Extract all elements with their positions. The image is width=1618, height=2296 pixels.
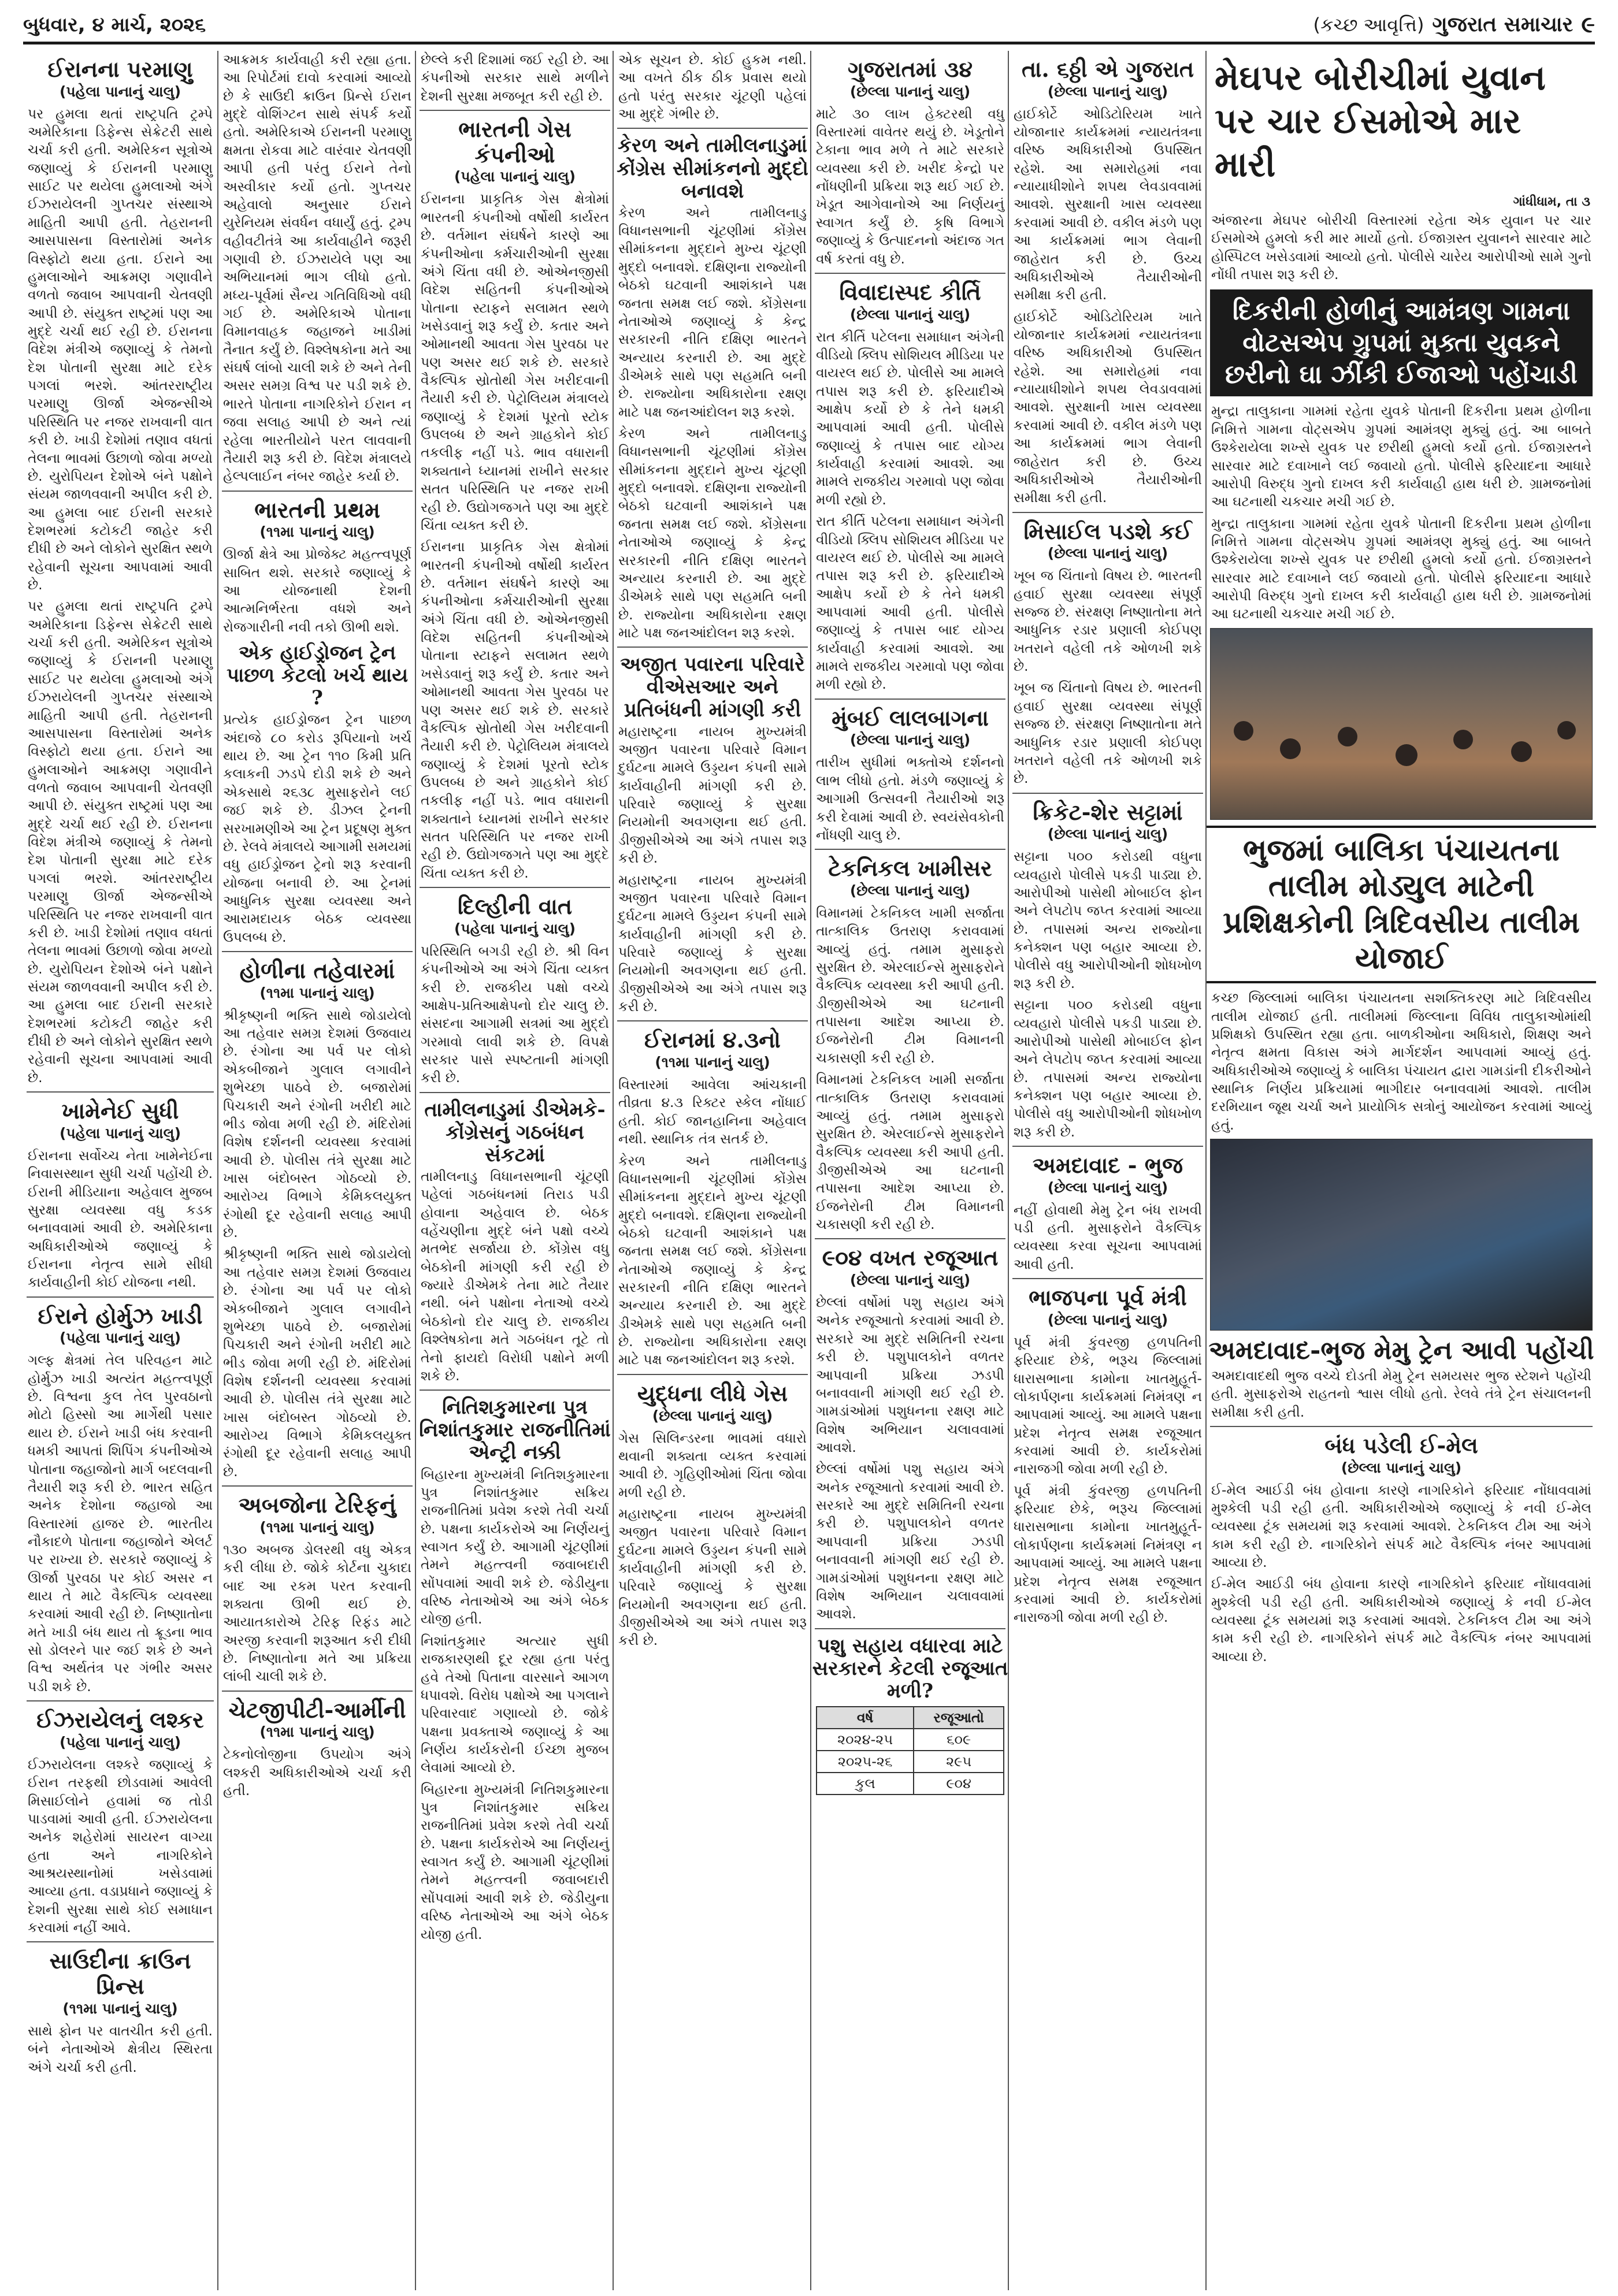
continued-label: (છેલ્લા પાનાનું ચાલુ) <box>1047 826 1168 843</box>
issue-date: બુધવાર, ૪ માર્ચ, ૨૦૨૬ <box>23 13 206 36</box>
article-heading: ઈઝરાયેલનું લશ્કર <box>36 1707 204 1733</box>
box-headline: દિકરીની હોળીનું આમંત્રણ ગામના વોટસએપ ગ્રુપમાં મુક્તા યુવકને છરીનો ઘા ઝીંકી ઈજાઓ પહોંચાડી <box>1210 289 1593 396</box>
divider <box>222 1691 413 1692</box>
table-cell: ૨૯૫ <box>914 1751 1004 1773</box>
continued-label: (છેલ્લા પાનાનું ચાલુ) <box>849 306 971 323</box>
article-body: ગલ્ફ ક્ષેત્રમાં તેલ પરિવહન માટે હોર્મુઝ ખાડી અત્યંત મહત્ત્વપૂર્ણ છે. વિશ્વના કુલ તેલ પુરવઠાનો મોટો હિસ્સો આ માર્ગેથી પસાર થાય છે. ઈરાને ખાડી બંધ કરવાની ધમકી આપતાં શિપિંગ કંપનીઓએ પોતાના જહાજોનો માર્ગ બદલવાની તૈયારી શરૂ કરી છે. ભારત સહિત અનેક દેશોના જહાજો આ વિસ્તારમાં હાજર છે. ભારતીય નૌકાદળે પોતાના જહાજોને એલર્ટ પર રાખ્યા છે. સરકારે જણાવ્યું કે ઊર્જા પુરવઠા પર કોઈ અસર ન થાય તે માટે વૈકલ્પિક વ્યવસ્થા કરવામાં આવી રહી છે. નિષ્ણાતોના મતે ખાડી બંધ થાય તો ક્રૂડના ભાવ સો ડોલરને પાર જઈ શકે છે અને વિશ્વ અર્થતંત્ર પર ગંભીર અસર પડી શકે છે. <box>28 1352 213 1695</box>
continued-label: (છેલ્લા પાનાનું ચાલુ) <box>1047 1179 1168 1196</box>
article-body: કેરળ અને તામીલનાડુ વિધાનસભાની ચૂંટણીમાં કોંગ્રેસ સીમાંકનના મુદ્દાને મુખ્ય ચૂંટણી મુદ્દો બનાવશે. દક્ષિણના રાજ્યોની બેઠકો ઘટવાની આશંકાને પક્ષ જનતા સમક્ષ લઈ જશે. કોંગ્રેસના નેતાઓએ જણાવ્યું કે કેન્દ્ર સરકારની નીતિ દક્ષિણ ભારતને અન્યાય કરનારી છે. આ મુદ્દે ડીએમકે સાથે પણ સહમતિ બની છે. રાજ્યોના અધિકારોના રક્ષણ માટે પક્ષ જનઆંદોલન શરૂ કરશે. <box>618 204 807 420</box>
article-body: તારીખ સુધીમાં ભક્તોએ દર્શનનો લાભ લીધો હતો. મંડળે જણાવ્યું કે આગામી ઉત્સવની તૈયારીઓ શરૂ કરી દેવામાં આવી છે. સ્વયંસેવકોની નોંધણી ચાલુ છે. <box>816 754 1004 843</box>
article-body: કચ્છ જિલ્લામાં બાલિકા પંચાયતના સશક્તિકરણ માટે ત્રિદિવસીય તાલીમ યોજાઈ હતી. તાલીમમાં જિલ્લાના વિવિધ તાલુકાઓમાંથી પ્રશિક્ષકો ઉપસ્થિત રહ્યા હતા. બાળકીઓના અધિકારો, શિક્ષણ અને નેતૃત્વ ક્ષમતા વિકાસ અંગે માર્ગદર્શન આપવામાં આવ્યું હતું. અધિકારીઓએ જણાવ્યું કે બાલિકા પંચાયત દ્વારા ગામડાંની દીકરીઓને સ્થાનિક નિર્ણય પ્રક્રિયામાં ભાગીદાર બનાવવામાં આવશે. તાલીમ દરમિયાન જૂથ ચર્ચા અને પ્રાયોગિક સત્રોનું આયોજન કરવામાં આવ્યું હતું. <box>1211 990 1591 1133</box>
petition-table <box>816 1706 1004 1795</box>
article-body: કેરળ અને તામીલનાડુ વિધાનસભાની ચૂંટણીમાં કોંગ્રેસ સીમાંકનના મુદ્દાને મુખ્ય ચૂંટણી મુદ્દો બનાવશે. દક્ષિણના રાજ્યોની બેઠકો ઘટવાની આશંકાને પક્ષ જનતા સમક્ષ લઈ જશે. કોંગ્રેસના નેતાઓએ જણાવ્યું કે કેન્દ્ર સરકારની નીતિ દક્ષિણ ભારતને અન્યાય કરનારી છે. આ મુદ્દે ડીએમકે સાથે પણ સહમતિ બની છે. રાજ્યોના અધિકારોના રક્ષણ માટે પક્ષ જનઆંદોલન શરૂ કરશે. <box>618 425 807 641</box>
divider <box>617 128 808 129</box>
article-heading: અમદાવાદ - ભુજ <box>1032 1152 1183 1179</box>
continued-label: (છેલ્લા પાનાનું ચાલુ) <box>849 1272 971 1289</box>
divider <box>815 1238 1005 1239</box>
continued-label: (પહેલા પાનાનું ચાલુ) <box>454 168 576 185</box>
article-body: હાઈકોર્ટે ઓડિટોરિયમ ખાતે યોજાનાર કાર્યક્રમમાં ન્યાયતંત્રના વરિષ્ઠ અધિકારીઓ ઉપસ્થિત રહેશે. આ સમારોહમાં નવા ન્યાયાધીશોને શપથ લેવડાવવામાં આવશે. સુરક્ષાની ખાસ વ્યવસ્થા કરવામાં આવી છે. વકીલ મંડળે પણ આ કાર્યક્રમમાં ભાગ લેવાની જાહેરાત કરી છે. ઉચ્ચ અધિકારીઓએ તૈયારીઓની સમીક્ષા કરી હતી. <box>1014 105 1202 303</box>
article-body: હાઈકોર્ટે ઓડિટોરિયમ ખાતે યોજાનાર કાર્યક્રમમાં ન્યાયતંત્રના વરિષ્ઠ અધિકારીઓ ઉપસ્થિત રહેશે. આ સમારોહમાં નવા ન્યાયાધીશોને શપથ લેવડાવવામાં આવશે. સુરક્ષાની ખાસ વ્યવસ્થા કરવામાં આવી છે. વકીલ મંડળે પણ આ કાર્યક્રમમાં ભાગ લેવાની જાહેરાત કરી છે. ઉચ્ચ અધિકારીઓએ તૈયારીઓની સમીક્ષા કરી હતી. <box>1014 308 1202 506</box>
article-heading: હોળીના તહેવારમાં <box>239 957 395 984</box>
continued-label: (છેલ્લા પાનાનું ચાલુ) <box>849 83 971 100</box>
article-heading: કેરળ અને તામીલનાડુમાં કોંગ્રેસ સીમાંકનનો મુદ્દો બનાવશે <box>617 134 808 203</box>
photo-detail <box>1557 721 1576 740</box>
table-row <box>817 1751 1004 1773</box>
article-body: ખૂબ જ ચિંતાનો વિષય છે. ભારતની હવાઈ સુરક્ષા વ્યવસ્થા સંપૂર્ણ સજ્જ છે. સંરક્ષણ નિષ્ણાતોના મતે આધુનિક રડાર પ્રણાલી કોઈપણ ખતરાને વહેલી તકે ઓળખી શકે છે. <box>1014 679 1202 787</box>
article-body: પૂર્વ મંત્રી કુંવરજી હળપતિની ફરિયાદ છેકે, ભરૂચ જિલ્લામાં ધારાસભાના કામોના ખાતમુહૂર્ત-લોકાર્પણના કાર્યક્રમમાં નિમંત્રણ ન આપવામાં આવ્યું. આ મામલે પક્ષના પ્રદેશ નેતૃત્વ સમક્ષ રજૂઆત કરવામાં આવી છે. કાર્યકરોમાં નારાજગી જોવા મળી રહી છે. <box>1014 1333 1202 1477</box>
divider <box>420 887 610 888</box>
table-heading: પશુ સહાય વધારવા માટે સરકારને કેટલી રજૂઆત મળી? <box>812 1634 1008 1703</box>
article-heading: ઈરાને હોર્મુઝ ખાડી <box>38 1302 203 1329</box>
column-2 <box>217 51 416 2290</box>
lead-headline: મેઘપર બોરીચીમાં યુવાન પર ચાર ઈસમોએ માર મારી <box>1215 58 1546 185</box>
article-body: કેરળ અને તામીલનાડુ વિધાનસભાની ચૂંટણીમાં કોંગ્રેસ સીમાંકનના મુદ્દાને મુખ્ય ચૂંટણી મુદ્દો બનાવશે. દક્ષિણના રાજ્યોની બેઠકો ઘટવાની આશંકાને પક્ષ જનતા સમક્ષ લઈ જશે. કોંગ્રેસના નેતાઓએ જણાવ્યું કે કેન્દ્ર સરકારની નીતિ દક્ષિણ ભારતને અન્યાય કરનારી છે. આ મુદ્દે ડીએમકે સાથે પણ સહમતિ બની છે. રાજ્યોના અધિકારોના રક્ષણ માટે પક્ષ જનઆંદોલન શરૂ કરશે. <box>618 1152 807 1368</box>
article-body: આક્રમક કાર્યવાહી કરી રહ્યા હતા. આ રિપોર્ટમાં દાવો કરવામાં આવ્યો છે કે સાઉદી ક્રાઉન પ્રિન્સે ઈરાન મુદ્દે વોશિંગ્ટન સાથે સંપર્ક કર્યો હતો. અમેરિકાએ ઈરાનની પરમાણુ ક્ષમતા રોકવા માટે વારંવાર ચેતવણી આપી હતી પરંતુ ઈરાને તેનો અસ્વીકાર કર્યો હતો. ગુપ્તચર અહેવાલો અનુસાર ઈરાને યુરેનિયમ સંવર્ધન વધાર્યું હતું. ટ્રમ્પ વહીવટીતંત્રે આ કાર્યવાહીને જરૂરી ગણાવી છે. ઈઝરાયેલે પણ આ અભિયાનમાં ભાગ લીધો હતો. મધ્ય-પૂર્વમાં સૈન્ય ગતિવિધિઓ વધી ગઈ છે. અમેરિકાએ પોતાના વિમાનવાહક જહાજને ખાડીમાં તૈનાત કર્યું છે. વિશ્લેષકોના મતે આ સંઘર્ષ લાંબો ચાલી શકે છે અને તેની અસર સમગ્ર વિશ્વ પર પડી શકે છે. ભારતે પોતાના નાગરિકોને ઈરાન ન જવા સલાહ આપી છે અને ત્યાં રહેલા ભારતીયોને પરત લાવવાની તૈયારી શરૂ કરી છે. વિદેશ મંત્રાલયે હેલ્પલાઈન નંબર જાહેર કર્યા છે. <box>223 51 411 485</box>
article-heading: ટેકનિકલ ખામીસર <box>828 855 992 882</box>
article-body: છેલ્લાં વર્ષોમાં પશુ સહાય અંગે અનેક રજૂઆતો કરવામાં આવી છે. સરકારે આ મુદ્દે સમિતિની રચના કરી છે. પશુપાલકોને વળતર આપવાની પ્રક્રિયા ઝડપી બનાવવાની માંગણી થઈ રહી છે. ગામડાંઓમાં પશુધનના રક્ષણ માટે વિશેષ અભિયાન ચલાવવામાં આવશે. <box>816 1461 1004 1622</box>
article-body: રાત કીર્તિ પટેલના સમાધાન અંગેની વીડિયો ક્લિપ સોશિયલ મીડિયા પર વાયરલ થઈ છે. પોલીસે આ મામલે તપાસ શરૂ કરી છે. ફરિયાદીએ આક્ષેપ કર્યો છે કે તેને ધમકી આપવામાં આવી હતી. પોલીસે જણાવ્યું કે તપાસ બાદ યોગ્ય કાર્યવાહી કરવામાં આવશે. આ મામલે રાજકીય ગરમાવો પણ જોવા મળી રહ્યો છે. <box>816 513 1004 693</box>
article-body: ૧૩૦ અબજ ડોલરથી વધુ એકત્ર કરી લીધા છે. જોકે કોર્ટના ચુકાદા બાદ આ રકમ પરત કરવાની શક્યતા ઊભી થઈ છે. આયાતકારોએ ટેરિફ રિફંડ માટે અરજી કરવાની શરૂઆત કરી દીધી છે. નિષ્ણાતોના મતે આ પ્રક્રિયા લાંબી ચાલી શકે છે. <box>223 1541 411 1685</box>
article-heading: અબજોના ટેરિફનું <box>238 1492 396 1518</box>
article-heading: દિલ્હીની વાત <box>457 893 573 920</box>
paper-name: ગુજરાત સમાચાર <box>1432 13 1574 36</box>
article-body: ઊર્જા ક્ષેત્રે આ પ્રોજેક્ટ મહત્ત્વપૂર્ણ સાબિત થશે. સરકારે જણાવ્યું કે આ યોજનાથી દેશની આત્મનિર્ભરતા વધશે અને રોજગારીની નવી તકો ઊભી થશે. <box>223 546 411 635</box>
divider <box>222 951 413 952</box>
article-body: ખૂબ જ ચિંતાનો વિષય છે. ભારતની હવાઈ સુરક્ષા વ્યવસ્થા સંપૂર્ણ સજ્જ છે. સંરક્ષણ નિષ્ણાતોના મતે આધુનિક રડાર પ્રણાલી કોઈપણ ખતરાને વહેલી તકે ઓળખી શકે છે. <box>1014 567 1202 675</box>
article-heading: ભાજપના પૂર્વ મંત્રી <box>1029 1284 1187 1311</box>
article-heading: ૯૦૪ વખત રજૂઆત <box>822 1244 999 1271</box>
column-7 <box>1205 51 1596 2290</box>
continued-label: (૧૧મા પાનાનું ચાલુ) <box>655 1054 770 1071</box>
page-number: ૯ <box>1581 12 1595 38</box>
article-heading: મુંબઈ લાલબાગના <box>832 704 989 731</box>
continued-label: (૧૧મા પાનાનું ચાલુ) <box>259 984 375 1001</box>
article-body: ટેકનોલોજીના ઉપયોગ અંગે લશ્કરી અધિકારીઓએ ચર્ચા કરી હતી. <box>223 1746 411 1799</box>
divider <box>27 1091 214 1093</box>
article-body: ઈરાનના સર્વોચ્ચ નેતા ખામેનેઈના નિવાસસ્થાન સુધી ચર્ચા પહોંચી છે. ઈરાની મીડિયાના અહેવાલ મુજબ સુરક્ષા વ્યવસ્થા વધુ કડક બનાવવામાં આવી છે. અમેરિકાના અધિકારીઓએ જણાવ્યું કે ઈરાનના નેતૃત્વ સામે સીધી કાર્યવાહીની કોઈ યોજના નથી. <box>28 1147 213 1291</box>
article-body: પર હુમલા થતાં રાષ્ટ્રપતિ ટ્રમ્પે અમેરિકાના ડિફેન્સ સેક્રેટરી સાથે ચર્ચા કરી હતી. અમેરિકન સૂત્રોએ જણાવ્યું કે ઈરાનની પરમાણુ સાઈટ પર થયેલા હુમલાઓ અંગે ઈઝરાયેલની ગુપ્તચર સંસ્થાએ માહિતી આપી હતી. તેહરાનની આસપાસના વિસ્તારોમાં અનેક વિસ્ફોટો થયા હતા. ઈરાને આ હુમલાઓને આક્રમણ ગણાવીને વળતો જવાબ આપવાની ચેતવણી આપી છે. સંયુક્ત રાષ્ટ્રમાં પણ આ મુદ્દે ચર્ચા થઈ રહી છે. ઈરાનના વિદેશ મંત્રીએ જણાવ્યું કે તેમનો દેશ પોતાની સુરક્ષા માટે દરેક પગલાં ભરશે. આંતરરાષ્ટ્રીય પરમાણુ ઊર્જા એજન્સીએ પરિસ્થિતિ પર નજર રાખવાની વાત કરી છે. ખાડી દેશોમાં તણાવ વધતાં તેલના ભાવમાં ઉછાળો જોવા મળ્યો છે. યુરોપિયન દેશોએ બંને પક્ષોને સંયમ જાળવવાની અપીલ કરી છે. આ હુમલા બાદ ઈરાની સરકારે દેશભરમાં કટોકટી જાહેર કરી દીધી છે અને લોકોને સુરક્ષિત સ્થળે રહેવાની સૂચના આપવામાં આવી છે. <box>28 105 213 593</box>
divider <box>222 1485 413 1487</box>
article-heading: ભારતની ગેસ કંપનીઓ <box>458 116 572 168</box>
continued-label: (છેલ્લા પાનાનું ચાલુ) <box>652 1407 773 1424</box>
article-body: બિહારના મુખ્યમંત્રી નિતિશકુમારના પુત્ર નિશાંતકુમાર સક્રિય રાજનીતિમાં પ્રવેશ કરશે તેવી ચર્ચા છે. પક્ષના કાર્યકરોએ આ નિર્ણયનું સ્વાગત કર્યું છે. આગામી ચૂંટણીમાં તેમને મહત્ત્વની જવાબદારી સોંપવામાં આવી શકે છે. જેડીયુના વરિષ્ઠ નેતાઓએ આ અંગે બેઠક યોજી હતી. <box>421 1781 609 1942</box>
article-heading: ક્રિકેટ-શેર સટ્ટામાં <box>1033 798 1183 825</box>
divider <box>27 1941 214 1942</box>
article-body: અમદાવાદથી ભુજ વચ્ચે દોડતી મેમુ ટ્રેન સમયસર ભુજ સ્ટેશને પહોંચી હતી. મુસાફરોએ રાહતનો શ્વાસ લીધો હતો. રેલવે તંત્રે ટ્રેન સંચાલનની સમીક્ષા કરી હતી. <box>1211 1367 1591 1420</box>
article-body: ગેસ સિલિન્ડરના ભાવમાં વધારો થવાની શક્યતા વ્યક્ત કરવામાં આવી છે. ગૃહિણીઓમાં ચિંતા જોવા મળી રહી છે. <box>618 1429 807 1500</box>
divider <box>420 1092 610 1093</box>
training-photo <box>1210 628 1593 820</box>
continued-label: (પહેલા પાનાનું ચાલુ) <box>59 1124 181 1142</box>
masthead <box>1313 12 1595 38</box>
divider <box>815 699 1005 700</box>
continued-label: (છેલ્લા પાનાનું ચાલુ) <box>849 731 971 749</box>
train-photo <box>1210 1139 1593 1331</box>
article-body: મુન્દ્રા તાલુકાના ગામમાં રહેતા યુવકે પોતાની દિકરીના પ્રથમ હોળીના નિમિત્તે ગામના વોટ્સએપ ગ્રુપમાં આમંત્રણ મુક્યું હતું. આ બાબતે ઉશ્કેરાયેલા શખ્સે યુવક પર છરીથી હુમલો કર્યો હતો. ઈજાગ્રસ્તને સારવાર માટે દવાખાને લઈ જવાયો હતો. પોલીસે ફરિયાદના આધારે આરોપી વિરુદ્ધ ગુનો દાખલ કરી કાર્યવાહી હાથ ધરી છે. ગ્રામજનોમાં આ ઘટનાથી ચકચાર મચી ગઈ છે. <box>1211 515 1591 622</box>
table-header-row <box>817 1707 1004 1729</box>
article-body: અંજારના મેઘપર બોરીચી વિસ્તારમાં રહેતા એક યુવાન પર ચાર ઈસમોએ હુમલો કરી માર માર્યો હતો. ઈજાગ્રસ્ત યુવાનને સારવાર માટે હોસ્પિટલ ખસેડવામાં આવ્યો હતો. પોલીસે ચારેય આરોપીઓ સામે ગુનો નોંધી તપાસ શરૂ કરી છે. <box>1211 212 1591 283</box>
continued-label: (છેલ્લા પાનાનું ચાલુ) <box>1047 83 1168 100</box>
column-6 <box>1008 51 1207 2290</box>
divider <box>617 1374 808 1375</box>
table-cell: કુલ <box>817 1773 914 1795</box>
table-cell: ૨૦૨૫-૨૬ <box>817 1751 914 1773</box>
table-row <box>817 1773 1004 1795</box>
continued-label: (પહેલા પાનાનું ચાલુ) <box>59 83 181 100</box>
photo-detail <box>1234 721 1253 741</box>
article-heading: ચેટજીપીટી-આર્મીની <box>228 1696 406 1723</box>
article-body: ઈ-મેલ આઈડી બંધ હોવાના કારણે નાગરિકોને ફરિયાદ નોંધાવવામાં મુશ્કેલી પડી રહી હતી. અધિકારીઓએ જણાવ્યું કે નવી ઈ-મેલ વ્યવસ્થા ટૂંક સમયમાં શરૂ કરવામાં આવશે. ટેકનિકલ ટીમ આ અંગે કામ કરી રહી છે. નાગરિકોને સંપર્ક માટે વૈકલ્પિક નંબર આપવામાં આવ્યા છે. <box>1211 1481 1591 1570</box>
article-body: સટ્ટાના ૫૦૦ કરોડથી વધુના વ્યવહારો પોલીસે પકડી પાડ્યા છે. આરોપીઓ પાસેથી મોબાઈલ ફોન અને લેપટોપ જપ્ત કરવામાં આવ્યા છે. તપાસમાં અન્ય રાજ્યોના કનેક્શન પણ બહાર આવ્યા છે. પોલીસે વધુ આરોપીઓની શોધખોળ શરૂ કરી છે. <box>1014 848 1202 991</box>
table-header: વર્ષ <box>817 1707 914 1729</box>
article-body: માટે ૩૦ લાખ હેક્ટરથી વધુ વિસ્તારમાં વાવેતર થયું છે. ખેડૂતોને ટેકાના ભાવ મળે તે માટે સરકારે વ્યવસ્થા કરી છે. ખરીદ કેન્દ્રો પર નોંધણીની પ્રક્રિયા શરૂ થઈ ગઈ છે. ખેડૂત આગેવાનોએ આ નિર્ણયનું સ્વાગત કર્યું છે. કૃષિ વિભાગે જણાવ્યું કે ઉત્પાદનનો અંદાજ ગત વર્ષ કરતાં વધુ છે. <box>816 105 1004 267</box>
photo-detail <box>1280 738 1301 759</box>
article-heading: ઈરાનમાં ૪.૩નો <box>644 1027 781 1053</box>
divider <box>1012 793 1203 794</box>
divider <box>1210 1426 1593 1427</box>
divider <box>27 1700 214 1701</box>
continued-label: (૧૧મા પાનાનું ચાલુ) <box>259 523 375 541</box>
article-heading: અજીત પવારના પરિવારે વીએસઆર અને પ્રતિબંધની માંગણી કરી <box>620 653 805 722</box>
continued-label: (છેલ્લા પાનાનું ચાલુ) <box>849 882 971 899</box>
photo-detail <box>1511 741 1532 762</box>
column-5 <box>810 51 1009 2290</box>
article-body: મહારાષ્ટ્રના નાયબ મુખ્યમંત્રી અજીત પવારના પરિવારે વિમાન દુર્ઘટના મામલે ઉડ્ડયન કંપની સામે કાર્યવાહીની માંગણી કરી છે. પરિવારે જણાવ્યું કે સુરક્ષા નિયમોની અવગણના થઈ હતી. ડીજીસીએએ આ અંગે તપાસ શરૂ કરી છે. <box>618 1505 807 1649</box>
dateline: ગાંધીધામ, તા ૩ <box>1513 195 1590 209</box>
table-header: રજૂઆતો <box>914 1707 1004 1729</box>
continued-label: (૧૧મા પાનાનું ચાલુ) <box>259 1518 375 1536</box>
divider <box>420 1390 610 1391</box>
article-body: મુન્દ્રા તાલુકાના ગામમાં રહેતા યુવકે પોતાની દિકરીના પ્રથમ હોળીના નિમિત્તે ગામના વોટ્સએપ ગ્રુપમાં આમંત્રણ મુક્યું હતું. આ બાબતે ઉશ્કેરાયેલા શખ્સે યુવક પર છરીથી હુમલો કર્યો હતો. ઈજાગ્રસ્તને સારવાર માટે દવાખાને લઈ જવાયો હતો. પોલીસે ફરિયાદના આધારે આરોપી વિરુદ્ધ ગુનો દાખલ કરી કાર્યવાહી હાથ ધરી છે. ગ્રામજનોમાં આ ઘટનાથી ચકચાર મચી ગઈ છે. <box>1211 403 1591 510</box>
photo-detail <box>1453 730 1473 749</box>
article-body: છેલ્લે કરી દિશામાં જઈ રહી છે. આ કંપનીઓ સરકાર સાથે મળીને દેશની સુરક્ષા મજબૂત કરી રહી છે. <box>421 51 609 104</box>
divider <box>420 110 610 111</box>
article-heading: સાઉદીના ક્રાઉન પ્રિન્સ <box>49 1948 191 2000</box>
article-body: ઈરાનના પ્રાકૃતિક ગેસ ક્ષેત્રોમાં ભારતની કંપનીઓ વર્ષોથી કાર્યરત છે. વર્તમાન સંઘર્ષને કારણે આ કંપનીઓના કર્મચારીઓની સુરક્ષા અંગે ચિંતા વધી છે. ઓએનજીસી વિદેશ સહિતની કંપનીઓએ પોતાના સ્ટાફને સલામત સ્થળે ખસેડવાનું શરૂ કર્યું છે. કતાર અને ઓમાનથી આવતા ગેસ પુરવઠા પર પણ અસર થઈ શકે છે. સરકારે વૈકલ્પિક સ્રોતોથી ગેસ ખરીદવાની તૈયારી કરી છે. પેટ્રોલિયમ મંત્રાલયે જણાવ્યું કે દેશમાં પૂરતો સ્ટોક ઉપલબ્ધ છે અને ગ્રાહકોને કોઈ તકલીફ નહીં પડે. ભાવ વધારાની શક્યતાને ધ્યાનમાં રાખીને સરકાર સતત પરિસ્થિતિ પર નજર રાખી રહી છે. ઉદ્યોગજગતે પણ આ મુદ્દે ચિંતા વ્યક્ત કરી છે. <box>421 538 609 881</box>
article-body: ઈઝરાયેલના લશ્કરે જણાવ્યું કે ઈરાન તરફથી છોડવામાં આવેલી મિસાઈલોને હવામાં જ તોડી પાડવામાં આવી હતી. ઈઝરાયેલના અનેક શહેરોમાં સાયરન વાગ્યા હતા અને નાગરિકોને આશ્રયસ્થાનોમાં ખસેડવામાં આવ્યા હતા. વડાપ્રધાને જણાવ્યું કે દેશની સુરક્ષા સાથે કોઈ સમાધાન કરવામાં નહીં આવે. <box>28 1756 213 1936</box>
article-body: છેલ્લાં વર્ષોમાં પશુ સહાય અંગે અનેક રજૂઆતો કરવામાં આવી છે. સરકારે આ મુદ્દે સમિતિની રચના કરી છે. પશુપાલકોને વળતર આપવાની પ્રક્રિયા ઝડપી બનાવવાની માંગણી થઈ રહી છે. ગામડાંઓમાં પશુધનના રક્ષણ માટે વિશેષ અભિયાન ચલાવવામાં આવશે. <box>816 1294 1004 1455</box>
divider <box>1012 1146 1203 1147</box>
article-heading: તામીલનાડુમાં ડીએમકે-કોંગ્રેસનું ગઠબંધન સંકટમાં <box>424 1098 606 1166</box>
article-heading: તા. ૬ઠ્ઠી એ ગુજરાત <box>1021 56 1194 82</box>
continued-label: (પહેલા પાનાનું ચાલુ) <box>454 920 576 937</box>
article-body: વિસ્તારમાં આવેલા આંચકાની તીવ્રતા ૪.૩ રિક્ટર સ્કેલ નોંધાઈ હતી. કોઈ જાનહાનિના અહેવાલ નથી. સ્થાનિક તંત્ર સતર્ક છે. <box>618 1076 807 1147</box>
article-heading: વિવાદાસ્પદ કીર્તિ <box>839 278 981 305</box>
article-heading: ઈરાનના પરમાણુ <box>47 56 193 82</box>
article-heading: એક હાઈડ્રોજન ટ્રેન પાછળ કેટલો ખર્ચ થાય ? <box>226 641 409 710</box>
article-body: શ્રીકૃષ્ણની ભક્તિ સાથે જોડાયેલો આ તહેવાર સમગ્ર દેશમાં ઉજવાય છે. રંગોના આ પર્વ પર લોકો એકબીજાને ગુલાલ લગાવીને શુભેચ્છા પાઠવે છે. બજારોમાં પિચકારી અને રંગોની ખરીદી માટે ભીડ જોવા મળી રહી છે. મંદિરોમાં વિશેષ દર્શનની વ્યવસ્થા કરવામાં આવી છે. પોલીસ તંત્રે સુરક્ષા માટે ખાસ બંદોબસ્ત ગોઠવ્યો છે. આરોગ્ય વિભાગે કેમિકલયુક્ત રંગોથી દૂર રહેવાની સલાહ આપી છે. <box>223 1006 411 1241</box>
article-heading: નિતિશકુમારના પુત્ર નિશાંતકુમાર રાજનીતિમાં એન્ટ્રી નક્કી <box>419 1396 611 1465</box>
article-heading: ભારતની પ્રથમ <box>254 496 380 523</box>
divider <box>815 1628 1005 1629</box>
photo-detail <box>1338 727 1357 746</box>
article-heading: ગુજરાતમાં ૩૪ <box>847 56 973 82</box>
edition-label: (કચ્છ આવૃત્તિ) <box>1313 13 1424 36</box>
page-header <box>23 8 1595 44</box>
article-body: પરિસ્થિતિ બગડી રહી છે. શ્રી વિન કંપનીઓએ આ અંગે ચિંતા વ્યક્ત કરી છે. રાજકીય પક્ષો વચ્ચે આક્ષેપ-પ્રતિઆક્ષેપનો દોર ચાલુ છે. સંસદના આગામી સત્રમાં આ મુદ્દો ગરમાવો લાવી શકે છે. વિપક્ષે સરકાર પાસે સ્પષ્ટતાની માંગણી કરી છે. <box>421 942 609 1086</box>
article-body: એક સૂચન છે. કોઈ હુકમ નથી. આ વખતે ઠીક ઠીક પ્રવાસ થયો હતો પરંતુ સરકાર ચૂંટણી પહેલાં આ મુદ્દે ગંભીર છે. <box>618 51 807 122</box>
article-body: તામીલનાડુ વિધાનસભાની ચૂંટણી પહેલાં ગઠબંધનમાં તિરાડ પડી હોવાના અહેવાલ છે. બેઠક વહેંચણીના મુદ્દે બંને પક્ષો વચ્ચે મતભેદ સર્જાયા છે. કોંગ્રેસ વધુ બેઠકોની માંગણી કરી રહી છે જ્યારે ડીએમકે તેના માટે તૈયાર નથી. બંને પક્ષોના નેતાઓ વચ્ચે બેઠકોનો દોર ચાલુ છે. રાજકીય વિશ્લેષકોના મતે ગઠબંધન તૂટે તો તેનો ફાયદો વિરોધી પક્ષોને મળી શકે છે. <box>421 1168 609 1384</box>
article-body: પ્રત્યેક હાઈડ્રોજન ટ્રેન પાછળ અંદાજે ૮૦ કરોડ રૂપિયાનો ખર્ચ થાય છે. આ ટ્રેન ૧૧૦ કિમી પ્રતિ કલાકની ઝડપે દોડી શકે છે અને એકસાથે ૨૬૩૮ મુસાફરોને લઈ જઈ શકે છે. ડીઝલ ટ્રેનની સરખામણીએ આ ટ્રેન પ્રદૂષણ મુક્ત છે. રેલવે મંત્રાલયે આગામી સમયમાં વધુ હાઈડ્રોજન ટ્રેનો શરૂ કરવાની યોજના બનાવી છે. આ ટ્રેનમાં આધુનિક સુરક્ષા વ્યવસ્થા અને આરામદાયક બેઠક વ્યવસ્થા ઉપલબ્ધ છે. <box>223 711 411 945</box>
article-heading: ખામેનેઈ સુધી <box>61 1098 179 1124</box>
table-cell: ૨૦૨૪-૨૫ <box>817 1729 914 1751</box>
column-1 <box>23 51 217 2290</box>
divider <box>815 849 1005 850</box>
article-body: સાથે ફોન પર વાતચીત કરી હતી. બંને નેતાઓએ ક્ષેત્રીય સ્થિરતા અંગે ચર્ચા કરી હતી. <box>28 2022 213 2075</box>
continued-label: (છેલ્લા પાનાનું ચાલુ) <box>1047 545 1168 562</box>
divider <box>1012 512 1203 513</box>
article-body: પૂર્વ મંત્રી કુંવરજી હળપતિની ફરિયાદ છેકે, ભરૂચ જિલ્લામાં ધારાસભાના કામોના ખાતમુહૂર્ત-લોકાર્પણના કાર્યક્રમમાં નિમંત્રણ ન આપવામાં આવ્યું. આ મામલે પક્ષના પ્રદેશ નેતૃત્વ સમક્ષ રજૂઆત કરવામાં આવી છે. કાર્યકરોમાં નારાજગી જોવા મળી રહી છે. <box>1014 1482 1202 1626</box>
table-cell: ૬૦૯ <box>914 1729 1004 1751</box>
article-body: મહારાષ્ટ્રના નાયબ મુખ્યમંત્રી અજીત પવારના પરિવારે વિમાન દુર્ઘટના મામલે ઉડ્ડયન કંપની સામે કાર્યવાહીની માંગણી કરી છે. પરિવારે જણાવ્યું કે સુરક્ષા નિયમોની અવગણના થઈ હતી. ડીજીસીએએ આ અંગે તપાસ શરૂ કરી છે. <box>618 723 807 867</box>
table-row <box>817 1729 1004 1751</box>
article-heading: અમદાવાદ-ભુજ મેમુ ટ્રેન આવી પહોંચી <box>1208 1336 1594 1366</box>
column-4 <box>613 51 811 2290</box>
article-body: રાત કીર્તિ પટેલના સમાધાન અંગેની વીડિયો ક્લિપ સોશિયલ મીડિયા પર વાયરલ થઈ છે. પોલીસે આ મામલે તપાસ શરૂ કરી છે. ફરિયાદીએ આક્ષેપ કર્યો છે કે તેને ધમકી આપવામાં આવી હતી. પોલીસે જણાવ્યું કે તપાસ બાદ યોગ્ય કાર્યવાહી કરવામાં આવશે. આ મામલે રાજકીય ગરમાવો પણ જોવા મળી રહ્યો છે. <box>816 328 1004 508</box>
continued-label: (છેલ્લા પાનાનું ચાલુ) <box>1341 1459 1462 1476</box>
article-body: મહારાષ્ટ્રના નાયબ મુખ્યમંત્રી અજીત પવારના પરિવારે વિમાન દુર્ઘટના મામલે ઉડ્ડયન કંપની સામે કાર્યવાહીની માંગણી કરી છે. પરિવારે જણાવ્યું કે સુરક્ષા નિયમોની અવગણના થઈ હતી. ડીજીસીએએ આ અંગે તપાસ શરૂ કરી છે. <box>618 871 807 1015</box>
photo-detail <box>1396 744 1417 766</box>
continued-label: (૧૧મા પાનાનું ચાલુ) <box>62 2000 178 2017</box>
article-body: વિમાનમાં ટેકનિકલ ખામી સર્જાતા તાત્કાલિક ઉતરાણ કરાવવામાં આવ્યું હતું. તમામ મુસાફરો સુરક્ષિત છે. એરલાઈન્સે મુસાફરોને વૈકલ્પિક વ્યવસ્થા કરી આપી હતી. ડીજીસીએએ આ ઘટનાની તપાસના આદેશ આપ્યા છે. ઈજનેરોની ટીમ વિમાનની ચકાસણી કરી રહી છે. <box>816 1071 1004 1233</box>
article-body: ઈરાનના પ્રાકૃતિક ગેસ ક્ષેત્રોમાં ભારતની કંપનીઓ વર્ષોથી કાર્યરત છે. વર્તમાન સંઘર્ષને કારણે આ કંપનીઓના કર્મચારીઓની સુરક્ષા અંગે ચિંતા વધી છે. ઓએનજીસી વિદેશ સહિતની કંપનીઓએ પોતાના સ્ટાફને સલામત સ્થળે ખસેડવાનું શરૂ કર્યું છે. કતાર અને ઓમાનથી આવતા ગેસ પુરવઠા પર પણ અસર થઈ શકે છે. સરકારે વૈકલ્પિક સ્રોતોથી ગેસ ખરીદવાની તૈયારી કરી છે. પેટ્રોલિયમ મંત્રાલયે જણાવ્યું કે દેશમાં પૂરતો સ્ટોક ઉપલબ્ધ છે અને ગ્રાહકોને કોઈ તકલીફ નહીં પડે. ભાવ વધારાની શક્યતાને ધ્યાનમાં રાખીને સરકાર સતત પરિસ્થિતિ પર નજર રાખી રહી છે. ઉદ્યોગજગતે પણ આ મુદ્દે ચિંતા વ્યક્ત કરી છે. <box>421 191 609 533</box>
continued-label: (પહેલા પાનાનું ચાલુ) <box>59 1733 181 1751</box>
article-body: શ્રીકૃષ્ણની ભક્તિ સાથે જોડાયેલો આ તહેવાર સમગ્ર દેશમાં ઉજવાય છે. રંગોના આ પર્વ પર લોકો એકબીજાને ગુલાલ લગાવીને શુભેચ્છા પાઠવે છે. બજારોમાં પિચકારી અને રંગોની ખરીદી માટે ભીડ જોવા મળી રહી છે. મંદિરોમાં વિશેષ દર્શનની વ્યવસ્થા કરવામાં આવી છે. પોલીસ તંત્રે સુરક્ષા માટે ખાસ બંદોબસ્ત ગોઠવ્યો છે. આરોગ્ય વિભાગે કેમિકલયુક્ત રંગોથી દૂર રહેવાની સલાહ આપી છે. <box>223 1246 411 1480</box>
table-cell: ૯૦૪ <box>914 1773 1004 1795</box>
article-heading: બંધ પડેલી ઈ-મેલ <box>1324 1432 1478 1458</box>
article-body: સટ્ટાના ૫૦૦ કરોડથી વધુના વ્યવહારો પોલીસે પકડી પાડ્યા છે. આરોપીઓ પાસેથી મોબાઈલ ફોન અને લેપટોપ જપ્ત કરવામાં આવ્યા છે. તપાસમાં અન્ય રાજ્યોના કનેક્શન પણ બહાર આવ્યા છે. પોલીસે વધુ આરોપીઓની શોધખોળ શરૂ કરી છે. <box>1014 997 1202 1140</box>
divider <box>815 273 1005 274</box>
divider <box>27 1296 214 1298</box>
continued-label: (છેલ્લા પાનાનું ચાલુ) <box>1047 1311 1168 1328</box>
columns <box>23 51 1595 2290</box>
training-headline: ભુજમાં બાલિકા પંચાયતના તાલીમ મોડ્યુલ માટેની પ્રશિક્ષકોની ત્રિદિવસીય તાલીમ યોજાઈ <box>1207 826 1596 984</box>
article-heading: યુદ્ધના લીધે ગેસ <box>637 1380 788 1406</box>
column-3 <box>415 51 614 2290</box>
divider <box>1012 1278 1203 1279</box>
article-body: ઈ-મેલ આઈડી બંધ હોવાના કારણે નાગરિકોને ફરિયાદ નોંધાવવામાં મુશ્કેલી પડી રહી હતી. અધિકારીઓએ જણાવ્યું કે નવી ઈ-મેલ વ્યવસ્થા ટૂંક સમયમાં શરૂ કરવામાં આવશે. ટેકનિકલ ટીમ આ અંગે કામ કરી રહી છે. નાગરિકોને સંપર્ક માટે વૈકલ્પિક નંબર આપવામાં આવ્યા છે. <box>1211 1576 1591 1665</box>
continued-label: (૧૧મા પાનાનું ચાલુ) <box>259 1723 375 1741</box>
divider <box>617 1020 808 1021</box>
article-body: નિશાંતકુમાર અત્યાર સુધી રાજકારણથી દૂર રહ્યા હતા પરંતુ હવે તેઓ પિતાના વારસાને આગળ ધપાવશે. વિરોધ પક્ષોએ આ પગલાને પરિવારવાદ ગણાવ્યો છે. જોકે પક્ષના પ્રવક્તાએ જણાવ્યું કે આ નિર્ણય કાર્યકરોની ઈચ્છા મુજબ લેવામાં આવ્યો છે. <box>421 1632 609 1776</box>
divider <box>617 647 808 648</box>
article-body: નહીં હોવાથી મેમુ ટ્રેન બંધ રાખવી પડી હતી. મુસાફરોને વૈકલ્પિક વ્યવસ્થા કરવા સૂચના આપવામાં આવી હતી. <box>1014 1201 1202 1272</box>
article-body: પર હુમલા થતાં રાષ્ટ્રપતિ ટ્રમ્પે અમેરિકાના ડિફેન્સ સેક્રેટરી સાથે ચર્ચા કરી હતી. અમેરિકન સૂત્રોએ જણાવ્યું કે ઈરાનની પરમાણુ સાઈટ પર થયેલા હુમલાઓ અંગે ઈઝરાયેલની ગુપ્તચર સંસ્થાએ માહિતી આપી હતી. તેહરાનની આસપાસના વિસ્તારોમાં અનેક વિસ્ફોટો થયા હતા. ઈરાને આ હુમલાઓને આક્રમણ ગણાવીને વળતો જવાબ આપવાની ચેતવણી આપી છે. સંયુક્ત રાષ્ટ્રમાં પણ આ મુદ્દે ચર્ચા થઈ રહી છે. ઈરાનના વિદેશ મંત્રીએ જણાવ્યું કે તેમનો દેશ પોતાની સુરક્ષા માટે દરેક પગલાં ભરશે. આંતરરાષ્ટ્રીય પરમાણુ ઊર્જા એજન્સીએ પરિસ્થિતિ પર નજર રાખવાની વાત કરી છે. ખાડી દેશોમાં તણાવ વધતાં તેલના ભાવમાં ઉછાળો જોવા મળ્યો છે. યુરોપિયન દેશોએ બંને પક્ષોને સંયમ જાળવવાની અપીલ કરી છે. આ હુમલા બાદ ઈરાની સરકારે દેશભરમાં કટોકટી જાહેર કરી દીધી છે અને લોકોને સુરક્ષિત સ્થળે રહેવાની સૂચના આપવામાં આવી છે. <box>28 598 213 1086</box>
article-body: વિમાનમાં ટેકનિકલ ખામી સર્જાતા તાત્કાલિક ઉતરાણ કરાવવામાં આવ્યું હતું. તમામ મુસાફરો સુરક્ષિત છે. એરલાઈન્સે મુસાફરોને વૈકલ્પિક વ્યવસ્થા કરી આપી હતી. ડીજીસીએએ આ ઘટનાની તપાસના આદેશ આપ્યા છે. ઈજનેરોની ટીમ વિમાનની ચકાસણી કરી રહી છે. <box>816 904 1004 1066</box>
article-body: બિહારના મુખ્યમંત્રી નિતિશકુમારના પુત્ર નિશાંતકુમાર સક્રિય રાજનીતિમાં પ્રવેશ કરશે તેવી ચર્ચા છે. પક્ષના કાર્યકરોએ આ નિર્ણયનું સ્વાગત કર્યું છે. આગામી ચૂંટણીમાં તેમને મહત્ત્વની જવાબદારી સોંપવામાં આવી શકે છે. જેડીયુના વરિષ્ઠ નેતાઓએ આ અંગે બેઠક યોજી હતી. <box>421 1466 609 1628</box>
continued-label: (પહેલા પાનાનું ચાલુ) <box>59 1329 181 1347</box>
article-heading: મિસાઈલ પડશે કઈ <box>1023 518 1192 544</box>
divider <box>222 491 413 492</box>
